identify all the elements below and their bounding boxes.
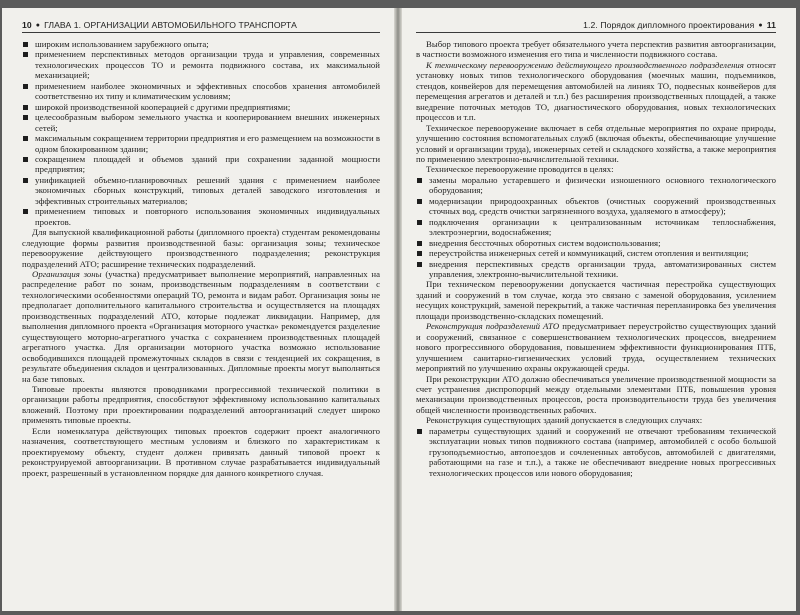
- left-page-body: [22, 39, 380, 478]
- list-intro: Техническое перевооружение проводится в целях:: [426, 164, 614, 175]
- paragraph: Для выпускной квалификационной работы (дипломного проекта) студентам рекомендованы следующие формы развития производственной базы: организация зоны; техническое перевооружение действующего производственного подразделения; реконструкция подразделений АТО; расширение технических подразделений.: [22, 227, 380, 269]
- section-title: 1.2. Порядок дипломного проектирования: [583, 20, 755, 30]
- running-header-left: [22, 20, 380, 33]
- paragraph: Типовые проекты являются проводниками прогрессивной технической политики в организации работы предприятия, способствуют эффективному использованию капитальных вложений. Поэтому при проектировании подразделений автоорганизаций следует широко применять типовые проекты.: [22, 383, 380, 426]
- bullet-icon: [417, 178, 422, 183]
- running-header-right: [416, 20, 776, 33]
- list-item: широкой производственной кооперацией с другими предприятиями;: [22, 102, 380, 112]
- list-item: подключения организации к централизованным источникам теплоснабжения, электроэнергии, водоснабжения;: [416, 217, 776, 238]
- bullet-icon: [23, 136, 28, 141]
- page-number-left: 10: [22, 20, 32, 30]
- bullet-icon: [23, 209, 28, 214]
- paragraph: При реконструкции АТО должно обеспечиваться увеличение производственной мощности за счет устранения диспропорций между отдельными элементами ПТБ, повышения уровня механизации производственных процессов, роста производительности труда без увеличения общей численности производственных рабочих.: [416, 373, 776, 415]
- list-item: внедрения перспективных средств организации труда, автоматизированных систем управления, электронно-вычислительной техники.: [416, 259, 776, 280]
- list-item: внедрения бессточных оборотных систем водоиспользования;: [416, 238, 776, 248]
- bullet-icon: [417, 241, 422, 246]
- paragraph-zone-organization: Организация зоны (участка) предусматривает выполнение мероприятий, направленных на распределение работ по зонам, производственным подразделениям в соответствии с технологическими особенностями операций ТО, ремонта и видам работ. Организация зоны не предполагает дополнительного капитального строительства и осуществляется на площадях производственных подразделений АТО, которые подлежат ликвидации. Например, для выполнения дипломного проекта «Организация моторного участка» рекомендуется разделение существующего моторно-агрегатного участка с сохранением производственных площадей агрегатного участка. Для организации моторного участка возможно использование освободившихся площадей промежуточных складов в связи с тенденцией их сокращения, в результате объединения складов и централизованных. Дипломные проекты могут выполняться на базе типовых.: [22, 268, 380, 384]
- list-item: замены морально устаревшего и физически изношенного основного технологического оборудования;: [416, 175, 776, 196]
- bullet-icon: [23, 105, 28, 110]
- list-item: применением типовых и повторного использования экономичных индивидуальных проектов.: [22, 206, 380, 227]
- term-italic: К техническому перевооружению действующего производственного подразделения: [426, 59, 744, 70]
- book-gutter: [394, 8, 402, 611]
- list-item: применением наиболее экономичных и эффективных способов хранения автомобилей соответственно их типу и климатическим условиям;: [22, 81, 380, 102]
- page-number-right: 11: [766, 20, 776, 30]
- list-item: унификацией объемно-планировочных решений здания с применением наиболее экономичных сборных конструкций, типовых деталей заводского изготовления и эффективных строительных материалов;: [22, 175, 380, 206]
- term-italic: Реконструкция подразделений АТО: [426, 321, 560, 332]
- right-page-body: [416, 39, 776, 478]
- bullet-icon: [417, 251, 422, 256]
- list-intro: Реконструкция существующих зданий допускается в следующих случаях:: [426, 415, 703, 426]
- list-item: параметры существующих зданий и сооружений не отвечают требованиям технической эксплуатации новых типов подвижного состава (например, автомобилей с особо большой грузоподъемностью, автопоездов и сочлененных автобусов, автомобилей с двигателями, работающими на газе и т.п.), а также не обеспечивают внедрение новых прогрессивных технологических процессов или нового оборудования;: [416, 426, 776, 478]
- chapter-title: ГЛАВА 1. ОРГАНИЗАЦИИ АВТОМОБИЛЬНОГО ТРАНСПОРТА: [44, 20, 297, 30]
- left-page: [2, 8, 394, 611]
- bullet-icon: [23, 115, 28, 120]
- paragraph-tech-reequipment: К техническому перевооружению действующего производственного подразделения относят установку новых типов технологического оборудования (моечных машин, подъемников, стендов, конвейеров для перемещения автомобилей на линиях ТО, подвесных конвейеров для перемещения агрегатов и деталей и т.п.) без расширения производственных площадей, а также внедрение поточных методов ТО, диагностического оборудования, новых технологических процессов и т.п.: [416, 59, 776, 123]
- list-item: модернизации природоохранных объектов (очистных сооружений производственных сточных вод, средств очистки загрязненного воздуха, удаляемого в атмосферу);: [416, 196, 776, 217]
- right-page: [402, 8, 796, 611]
- bullet-icon: [23, 42, 28, 47]
- bullet-list-right: [416, 175, 776, 280]
- list-item: сокращением площадей и объемов зданий при сохранении заданной мощности предприятия;: [22, 154, 380, 175]
- list-item: применением перспективных методов организации труда и управления, современных технологических процессов ТО и ремонта подвижного состава, их максимальной механизацией;: [22, 49, 380, 80]
- bullet-icon: [417, 262, 422, 267]
- bullet-icon: [417, 220, 422, 225]
- paragraph: Выбор типового проекта требует обязательного учета перспектив развития автоорганизации, в частности возможного изменения его типа и численности подвижного состава.: [416, 39, 776, 60]
- bullet-icon: [23, 178, 28, 183]
- list-item: широким использованием зарубежного опыта;: [22, 39, 380, 49]
- bullet-list-right-bottom: [416, 426, 776, 478]
- bullet-icon: [23, 157, 28, 162]
- bullet-list-left: [22, 39, 380, 227]
- paragraph: Техническое перевооружение включает в себя отдельные мероприятия по охране природы, улучшению состояния вспомогательных служб (включая объекты, обеспечивающие улучшение условий и организации труда), инженерных сетей и складского хозяйства, а также мероприятия по применению электронно-вычислительной техники.: [416, 122, 776, 164]
- bullet-icon: [417, 199, 422, 204]
- header-separator: ●: [35, 21, 41, 29]
- paragraph-reconstruction: Реконструкция подразделений АТО предусматривает переустройство существующих зданий и сооружений, связанное с совершенствованием технологических процессов, внедрением нового прогрессивного оборудования, повышением эффективности функционирования ПТБ, улучшением санитарно-гигиенических условий труда, осуществлением технических мероприятий по улучшению охраны окружающей среды.: [416, 321, 776, 374]
- list-item: целесообразным выбором земельного участка и кооперированием внешних инженерных сетей;: [22, 112, 380, 133]
- bullet-icon: [23, 52, 28, 57]
- list-item: переустройства инженерных сетей и коммуникаций, систем отопления и вентиляции;: [416, 248, 776, 258]
- paragraph: При техническом перевооружении допускается частичная перестройка существующих зданий и сооружений в том случае, когда это связано с заменой оборудования, усилением несущих конструкций, заменой перекрытий, а также частичная перепланировка без увеличения площади производственно-складских помещений.: [416, 279, 776, 321]
- paragraph: Если номенклатура действующих типовых проектов содержит проект аналогичного назначения, соответствующего местным условиям и близкого по характеристикам к проектируемому объекту, студент должен привязать данный типовой проект к реконструируемой автоорганизации. В противном случае разрабатывается индивидуальный проект, разрешенный в установленном порядке для данного конкретного случая.: [22, 425, 380, 478]
- header-separator: ●: [758, 21, 763, 29]
- list-item: максимальным сокращением территории предприятия и его размещением на возможности в одном блокированном здании;: [22, 133, 380, 154]
- bullet-icon: [417, 429, 422, 434]
- bullet-icon: [23, 84, 28, 89]
- term-italic: Организация зоны: [32, 268, 102, 279]
